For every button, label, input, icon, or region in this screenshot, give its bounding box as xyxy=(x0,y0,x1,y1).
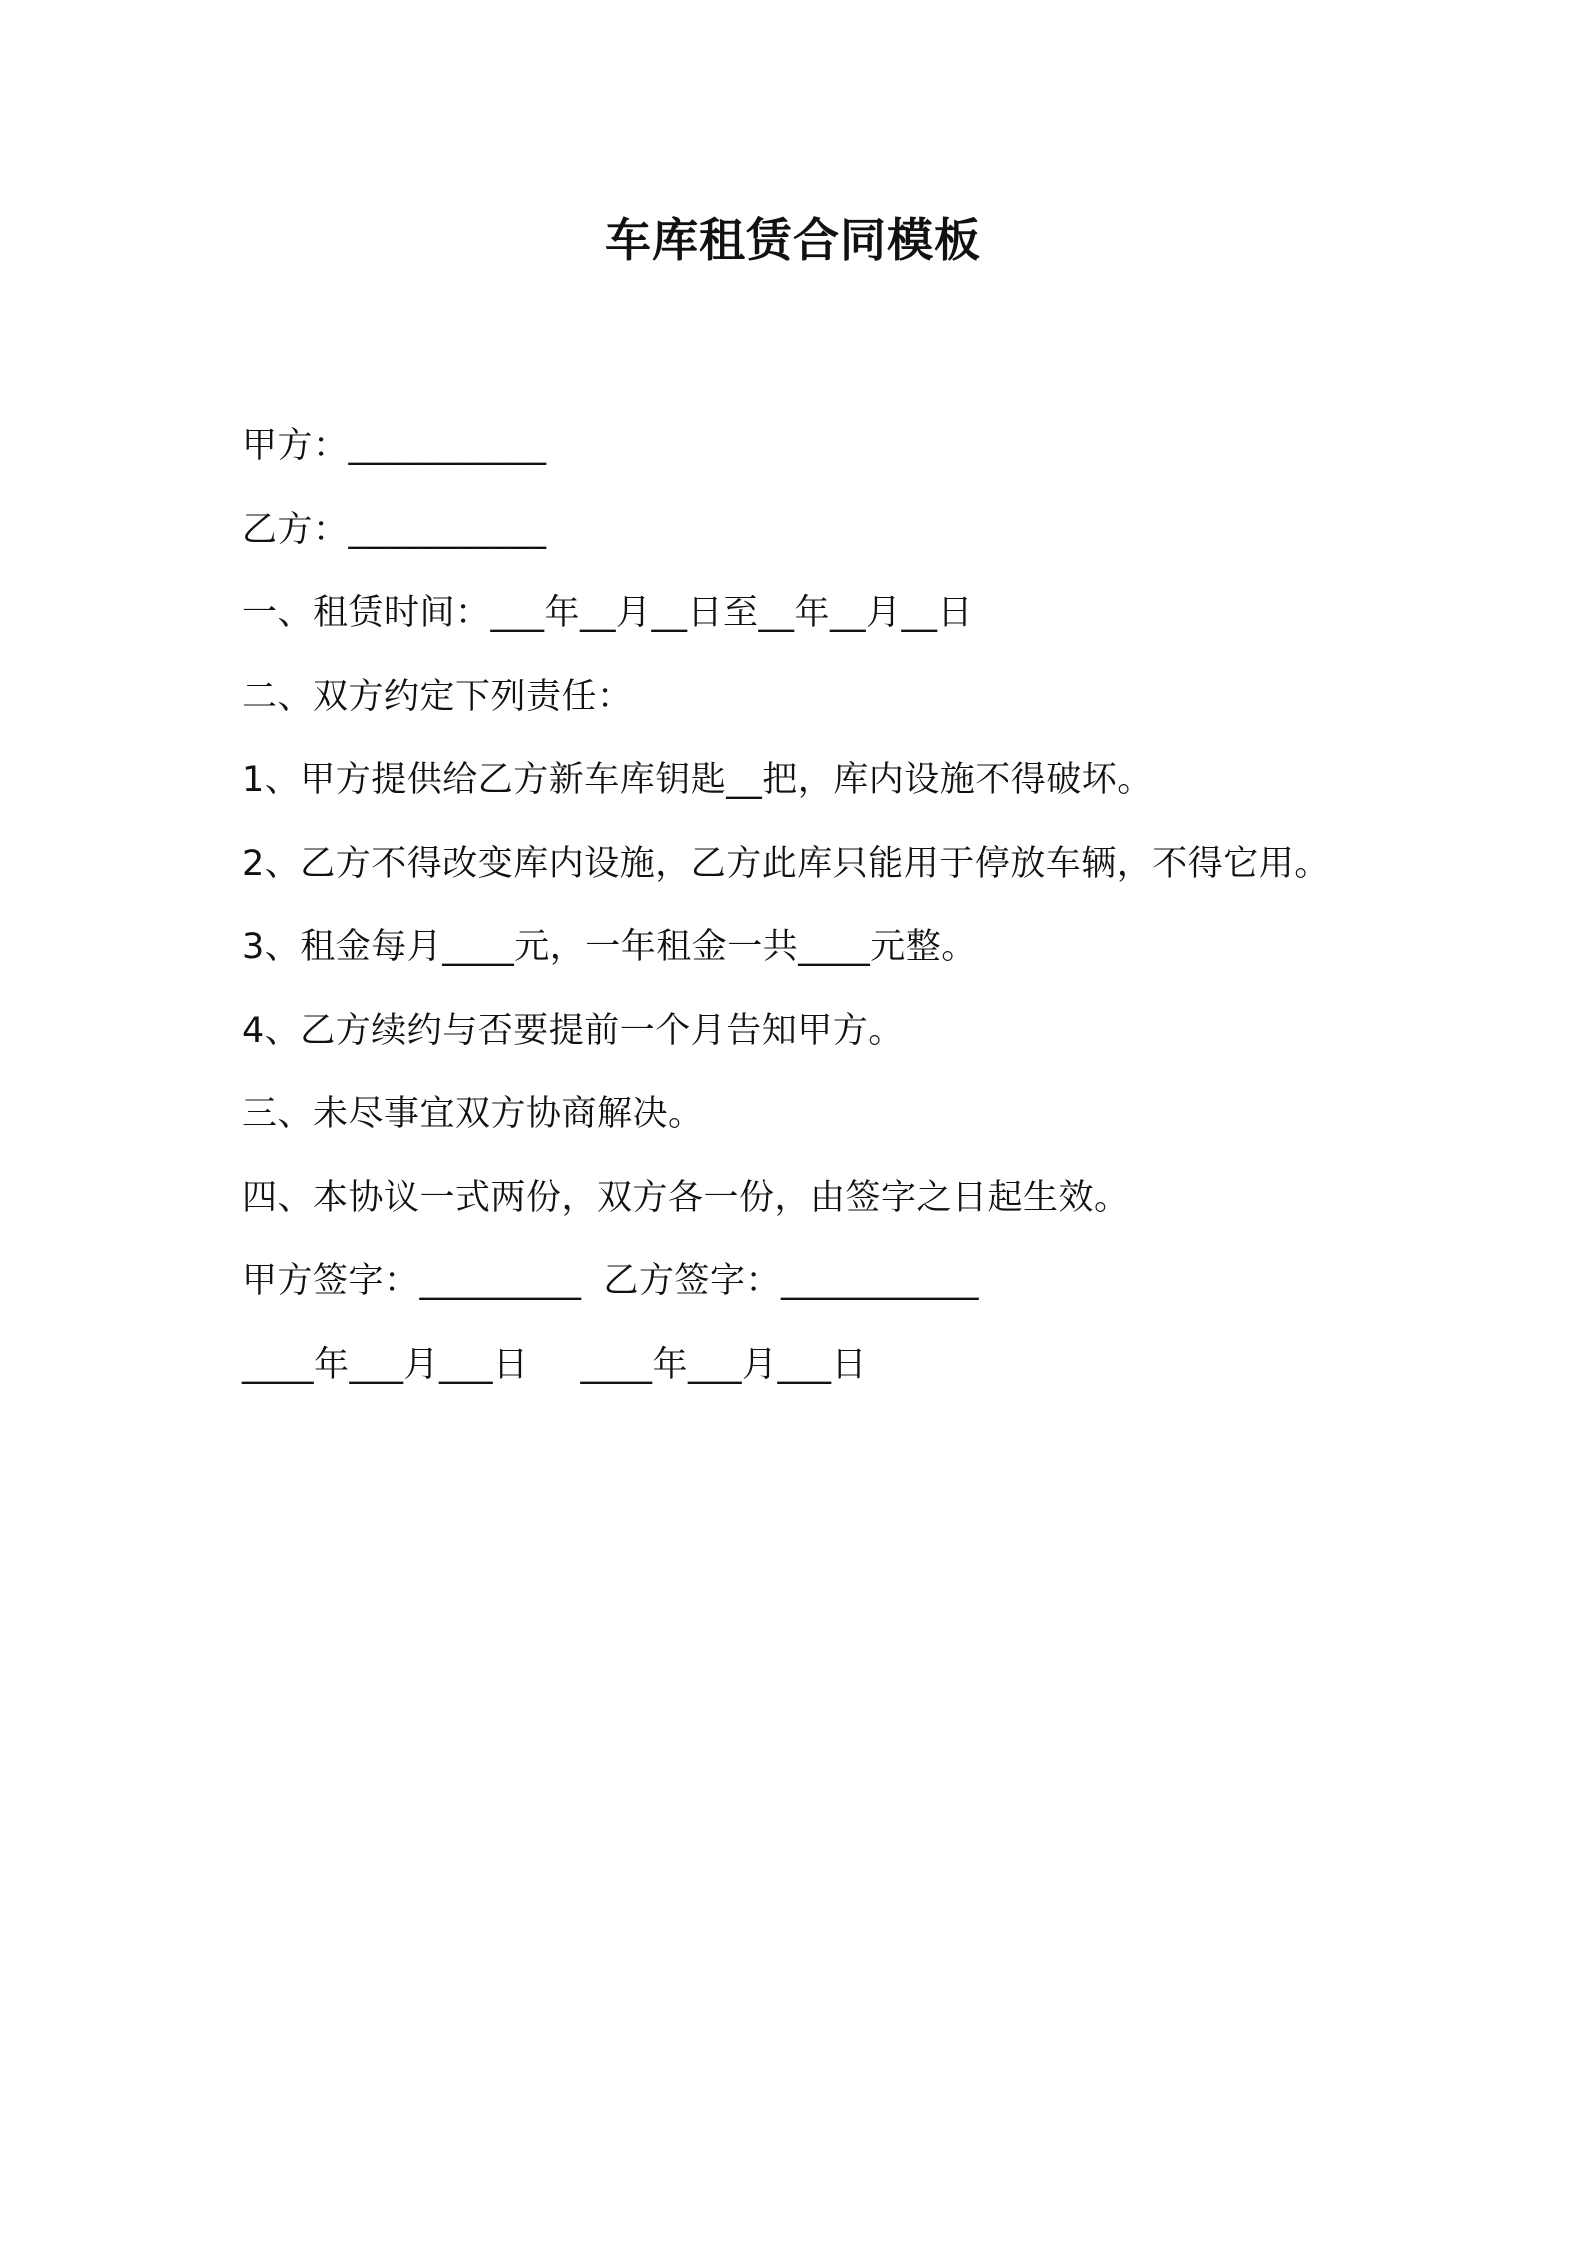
clause-lease-period: 一、租赁时间：___年__月__日至__年__月__日 xyxy=(242,593,974,633)
document-body xyxy=(242,405,1392,1407)
clause-item-3: 3、租金每月____元，一年租金一共____元整。 xyxy=(242,927,977,967)
signature-row xyxy=(242,1240,1392,1324)
clause-item-1: 1、甲方提供给乙方新车库钥匙__把，库内设施不得破坏。 xyxy=(242,760,1153,800)
party-b-line: 乙方：___________ xyxy=(242,509,547,550)
party-b-signature: 乙方签字：___________ xyxy=(603,1261,980,1301)
party-a-date: ____年___月___日 xyxy=(242,1344,529,1385)
date-row xyxy=(242,1324,1392,1408)
party-a-line: 甲方：___________ xyxy=(242,426,547,466)
clause-responsibilities-heading: 二、双方约定下列责任： xyxy=(242,676,633,717)
clause-item-2: 2、乙方不得改变库内设施，乙方此库只能用于停放车辆，不得它用。 xyxy=(242,843,1330,884)
clause-three: 三、未尽事宜双方协商解决。 xyxy=(242,1094,704,1134)
party-b-date: ____年___月___日 xyxy=(580,1344,868,1385)
clause-item-4: 4、乙方续约与否要提前一个月告知甲方。 xyxy=(242,1010,904,1051)
clause-four: 四、本协议一式两份，双方各一份，由签字之日起生效。 xyxy=(242,1177,1130,1218)
document-title: 车库租赁合同模板 xyxy=(605,213,981,267)
party-a-signature: 甲方签字：_________ xyxy=(242,1261,582,1301)
